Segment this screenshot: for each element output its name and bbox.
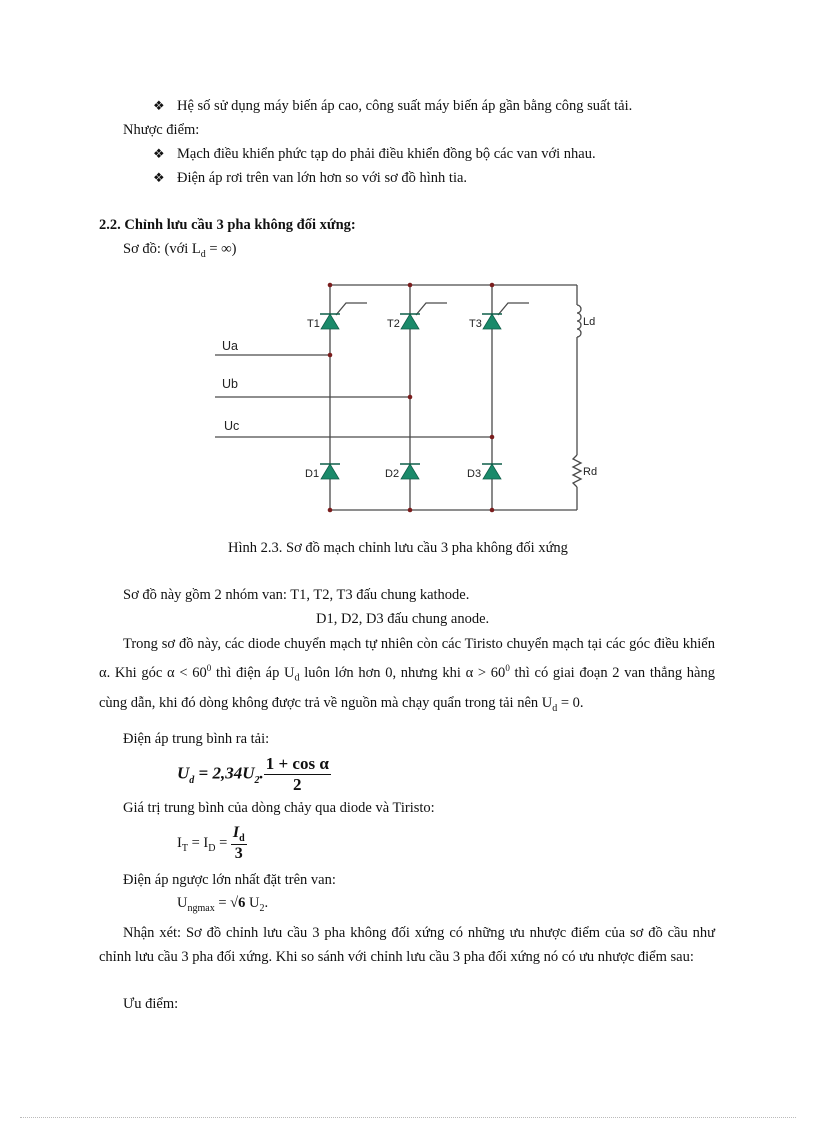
thyristor-T1	[320, 314, 340, 329]
label-Ub: Ub	[222, 377, 238, 391]
diode-D2	[400, 464, 420, 479]
diode-D1	[320, 464, 340, 479]
label-D2: D2	[385, 468, 400, 480]
label-D3: D3	[467, 468, 482, 480]
disadvantage-item: Điện áp rơi trên van lớn hơn so với sơ đồ hình tia.	[177, 170, 468, 186]
label-Uc: Uc	[224, 419, 240, 433]
schema-label: Sơ đồ: (với $L_d$ = ∞)	[123, 241, 237, 260]
disadvantages-heading: Nhược điểm:	[123, 122, 200, 138]
rectifier-circuit-diagram	[215, 275, 598, 520]
bullet-icon: ❖	[153, 171, 165, 186]
page-bottom-divider	[20, 1117, 796, 1118]
label-T3: T3	[469, 318, 482, 330]
formula-it: $I_T = I_D$ = $\frac{I_d}{3}$	[177, 824, 245, 863]
bullet-icon: ❖	[153, 99, 165, 114]
bullet-icon: ❖	[153, 147, 165, 162]
section-title: 2.2. Chỉnh lưu cầu 3 pha không đối xứng:	[99, 217, 356, 233]
groups-line-1: Sơ đồ này gồm 2 nhóm van: T1, T2, T3 đấu chung kathode.	[123, 587, 470, 603]
advantage-item: Hệ số sử dụng máy biến áp cao, công suất máy biến áp gần bằng công suất tải.	[177, 98, 633, 114]
paragraph-commutation: Trong sơ đồ này, các diode chuyển mạch tự nhiên còn các Tiristo chuyển mạch tại các góc điều khiển α. Khi góc $\alpha < 60^0$ thì điện áp $U_d$ luôn lớn hơn 0, nhưng khi $\alpha > 60^0$ thì có giai đoạn 2 van thẳng hàng cùng dẫn, khi đó dòng không được trả về nguồn mà chạy quẩn trong tải nên $U_d = 0$.	[99, 636, 715, 714]
paragraph-remark: Nhận xét: Sơ đồ chỉnh lưu cầu 3 pha không đối xứng có những ưu nhược điểm của sơ đồ cầu như chỉnh lưu cầu 3 pha đối xứng. Khi so sánh với chỉnh lưu cầu 3 pha đối xứng nó có ưu nhược điểm sau:	[99, 925, 715, 965]
label-Ld: Ld	[583, 316, 596, 328]
disadvantage-item: Mạch điều khiển phức tạp do phải điều khiển đồng bộ các van với nhau.	[177, 146, 596, 162]
formula-ungmax: $U_{ngmax} = √6$ $U_2$.	[177, 895, 269, 914]
formula-ud: $U_d = 2,34U_2$. $\frac{\text{1 + cos α}}{2}$	[177, 754, 329, 794]
advantages-heading: Ưu điểm:	[123, 996, 179, 1012]
thyristor-T3	[482, 314, 502, 329]
avg-current-label: Giá trị trung bình của dòng chảy qua diode và Tiristo:	[123, 800, 435, 816]
label-Rd: Rd	[583, 466, 598, 478]
label-T2: T2	[387, 318, 400, 330]
label-T1: T1	[307, 318, 320, 330]
figure-caption: Hình 2.3. Sơ đồ mạch chỉnh lưu cầu 3 pha không đối xứng	[228, 540, 568, 556]
label-D1: D1	[305, 468, 320, 480]
label-Ua: Ua	[222, 339, 238, 353]
diode-D3	[482, 464, 502, 479]
avg-voltage-label: Điện áp trung bình ra tải:	[123, 731, 270, 747]
reverse-voltage-label: Điện áp ngược lớn nhất đặt trên van:	[123, 872, 336, 888]
thyristor-T2	[400, 314, 420, 329]
groups-line-2: D1, D2, D3 đấu chung anode.	[316, 611, 490, 627]
